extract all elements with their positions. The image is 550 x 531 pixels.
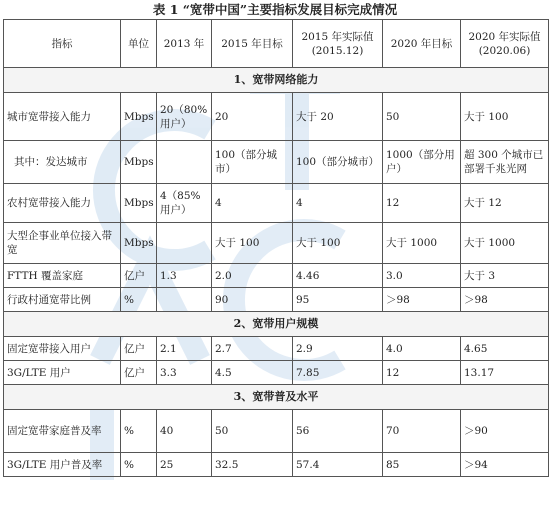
table-title: 表 1 “宽带中国”主要指标发展目标完成情况 [152, 2, 398, 17]
cell-2013 [157, 288, 212, 312]
cell-2015-target: 大于 100 [212, 223, 293, 264]
cell-unit: 亿户 [121, 361, 157, 385]
cell-2020-target: 70 [383, 410, 461, 453]
cell-2015-actual: 4.46 [293, 264, 383, 288]
cell-indicator: 固定宽带接入用户 [4, 337, 121, 361]
col-header-2020-target: 2020 年目标 [383, 20, 461, 68]
cell-2015-target: 2.0 [212, 264, 293, 288]
cell-unit: Mbps [121, 184, 157, 223]
section-title: 3、宽带普及水平 [4, 385, 549, 410]
section-row [4, 68, 549, 93]
cell-2020-actual: 超 300 个城市已部署千兆光网 [461, 141, 549, 184]
cell-2015-actual: 7.85 [293, 361, 383, 385]
cell-2020-target: 12 [383, 361, 461, 385]
cell-2013 [157, 141, 212, 184]
cell-unit: Mbps [121, 223, 157, 264]
cell-2013: 2.1 [157, 337, 212, 361]
cell-2013: 25 [157, 453, 212, 477]
table-row [4, 141, 549, 184]
cell-indicator: 行政村通宽带比例 [4, 288, 121, 312]
cell-2013: 4（85% 用户） [157, 184, 212, 223]
cell-indicator: 其中：发达城市 [4, 141, 121, 184]
cell-2013: 40 [157, 410, 212, 453]
cell-2020-actual: 大于 12 [461, 184, 549, 223]
cell-2015-actual: 大于 100 [293, 223, 383, 264]
table-row [4, 264, 549, 288]
table-row [4, 337, 549, 361]
cell-indicator: 3G/LTE 用户 [4, 361, 121, 385]
col-header-unit: 单位 [121, 20, 157, 68]
cell-2020-actual: 大于 3 [461, 264, 549, 288]
cell-2015-actual: 100（部分城市） [293, 141, 383, 184]
cell-2013: 1.3 [157, 264, 212, 288]
cell-indicator: 固定宽带家庭普及率 [4, 410, 121, 453]
header-row [4, 20, 549, 68]
cell-2020-target: ＞98 [383, 288, 461, 312]
cell-2020-actual: 大于 1000 [461, 223, 549, 264]
cell-2015-actual: 2.9 [293, 337, 383, 361]
cell-2015-actual: 大于 20 [293, 93, 383, 141]
cell-2020-target: 3.0 [383, 264, 461, 288]
table-row [4, 288, 549, 312]
cell-2013 [157, 223, 212, 264]
cell-indicator: 大型企事业单位接入带宽 [4, 223, 121, 264]
cell-2015-actual: 4 [293, 184, 383, 223]
cell-unit: 亿户 [121, 264, 157, 288]
cell-indicator: FTTH 覆盖家庭 [4, 264, 121, 288]
cell-indicator: 3G/LTE 用户普及率 [4, 453, 121, 477]
cell-indicator: 农村宽带接入能力 [4, 184, 121, 223]
cell-2020-target: 12 [383, 184, 461, 223]
cell-2013: 3.3 [157, 361, 212, 385]
section-title: 1、宽带网络能力 [4, 68, 549, 93]
table-row [4, 453, 549, 477]
table-row [4, 223, 549, 264]
col-header-indicator: 指标 [4, 20, 121, 68]
cell-2015-target: 4.5 [212, 361, 293, 385]
section-row [4, 385, 549, 410]
cell-2015-target: 2.7 [212, 337, 293, 361]
cell-2020-actual: ＞94 [461, 453, 549, 477]
cell-unit: Mbps [121, 93, 157, 141]
col-header-2015-target: 2015 年目标 [212, 20, 293, 68]
col-header-2015-actual: 2015 年实际值 (2015.12) [293, 20, 383, 68]
cell-2015-actual: 56 [293, 410, 383, 453]
cell-unit: % [121, 288, 157, 312]
cell-unit: % [121, 453, 157, 477]
cell-2020-target: 85 [383, 453, 461, 477]
cell-2013: 20（80% 用户） [157, 93, 212, 141]
table-row [4, 361, 549, 385]
cell-2015-actual: 57.4 [293, 453, 383, 477]
cell-2015-target: 20 [212, 93, 293, 141]
cell-2015-target: 32.5 [212, 453, 293, 477]
cell-2020-target: 1000（部分用户） [383, 141, 461, 184]
cell-2015-target: 4 [212, 184, 293, 223]
cell-2015-target: 100（部分城市） [212, 141, 293, 184]
cell-2015-actual: 95 [293, 288, 383, 312]
cell-2020-target: 大于 1000 [383, 223, 461, 264]
cell-2015-target: 50 [212, 410, 293, 453]
table-row [4, 184, 549, 223]
cell-2020-target: 50 [383, 93, 461, 141]
indicator-table [3, 19, 549, 477]
table-row [4, 93, 549, 141]
cell-2020-actual: 4.65 [461, 337, 549, 361]
cell-2020-actual: 大于 100 [461, 93, 549, 141]
section-title: 2、宽带用户规模 [4, 312, 549, 337]
cell-unit: % [121, 410, 157, 453]
cell-unit: Mbps [121, 141, 157, 184]
cell-indicator: 城市宽带接入能力 [4, 93, 121, 141]
cell-2020-actual: 13.17 [461, 361, 549, 385]
cell-unit: 亿户 [121, 337, 157, 361]
col-header-2013: 2013 年 [157, 20, 212, 68]
table-row [4, 410, 549, 453]
col-header-2020-actual: 2020 年实际值 (2020.06) [461, 20, 549, 68]
cell-2015-target: 90 [212, 288, 293, 312]
cell-2020-target: 4.0 [383, 337, 461, 361]
section-row [4, 312, 549, 337]
cell-2020-actual: ＞98 [461, 288, 549, 312]
cell-2020-actual: ＞90 [461, 410, 549, 453]
